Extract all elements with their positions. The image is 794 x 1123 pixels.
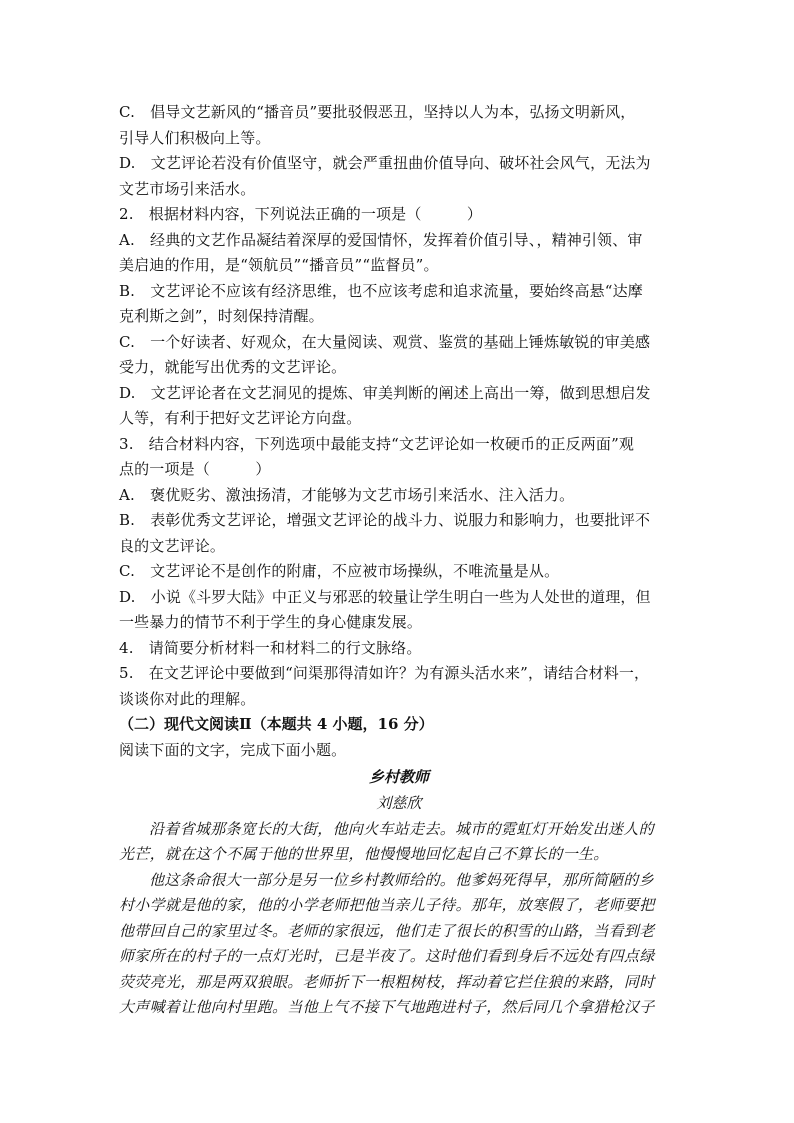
text-line: 美启迪的作用，是“领航员”“播音员”“监督员”。 <box>119 256 439 274</box>
section-heading: （二）现代文阅读Ⅱ（本题共 4 小题，16 分） <box>119 715 434 733</box>
option-b: B. 文艺评论不应该有经济思维，也不应该考虑和追求流量，要始终高悬“达摩 <box>119 282 643 300</box>
story-line: 大声喊着让他向村里跑。当他上气不接下气地跑进村子，然后同几个拿猎枪汉子 <box>119 998 655 1016</box>
text-line: C. 倡导文艺新风的“播音员”要批驳假恶丑，坚持以人为本，弘扬文明新风， <box>119 103 636 121</box>
question-3: 3. 结合材料内容，下列选项中最能支持“文艺评论如一枚硬币的正反两面”观 <box>119 435 635 453</box>
option-d: D. 文艺评论者在文艺洞见的提炼、审美判断的阐述上高出一筹，做到思想启发 <box>119 384 651 402</box>
question-5: 5. 在文艺评论中要做到“问渠那得清如许？为有源头活水来”，请结合材料一， <box>119 664 650 682</box>
instruction: 阅读下面的文字，完成下面小题。 <box>119 741 347 759</box>
option-a: A. 经典的文艺作品凝结着深厚的爱国情怀，发挥着价值引导、，精神引领、审 <box>119 231 643 249</box>
story-line: 他这条命很大一部分是另一位乡村教师给的。他爹妈死得早，那所简陋的乡 <box>149 871 654 889</box>
option-b: B. 表彰优秀文艺评论，增强文艺评论的战斗力、说服力和影响力，也要批评不 <box>119 511 651 529</box>
story-author: 刘慈欣 <box>376 794 422 812</box>
text-line: 良的文艺评论。 <box>119 537 226 555</box>
text-line: D. 文艺评论若没有价值坚守，就会严重扭曲价值导向、破坏社会风气，无法为 <box>119 154 651 172</box>
story-line: 荧荧亮光，那是两双狼眼。老师折下一根粗树枝，挥动着它拦住狼的来路，同时 <box>119 973 655 991</box>
question-2: 2. 根据材料内容，下列说法正确的一项是（ ） <box>119 205 483 223</box>
text-line: 人等，有利于把好文艺评论方向盘。 <box>119 409 362 427</box>
text-line: 克利斯之剑”，时刻保持清醒。 <box>119 307 324 325</box>
question-4: 4. 请简要分析材料一和材料二的行文脉络。 <box>119 639 422 657</box>
option-c: C. 一个好读者、好观众，在大量阅读、观赏、鉴赏的基础上锤炼敏锐的审美感 <box>119 333 651 351</box>
option-a: A. 褒优贬劣、激浊扬清，才能够为文艺市场引来活水、注入活力。 <box>119 486 575 504</box>
story-line: 沿着省城那条宽长的大街，他向火车站走去。城市的霓虹灯开始发出迷人的 <box>149 820 654 838</box>
story-title: 乡村教师 <box>368 768 429 786</box>
text-line: 受力，就能写出优秀的文艺评论。 <box>119 358 347 376</box>
text-line: 谈谈你对此的理解。 <box>119 690 256 708</box>
option-c: C. 文艺评论不是创作的附庸，不应被市场操纵，不唯流量是从。 <box>119 562 560 580</box>
story-line: 光芒，就在这个不属于他的世界里，他慢慢地回忆起自己不算长的一生。 <box>119 845 609 863</box>
story-line: 村小学就是他的家，他的小学老师把他当亲儿子待。那年，放寒假了，老师要把 <box>119 896 655 914</box>
option-d: D. 小说《斗罗大陆》中正义与邪恶的较量让学生明白一些为人处世的道理，但 <box>119 588 651 606</box>
text-line: 点的一项是（ ） <box>119 460 271 478</box>
text-line: 文艺市场引来活水。 <box>119 180 256 198</box>
story-line: 他带回自己的家里过冬。老师的家很远，他们走了很长的积雪的山路，当看到老 <box>119 922 655 940</box>
text-line: 一些暴力的情节不利于学生的身心健康发展。 <box>119 613 423 631</box>
text-line: 引导人们积极向上等。 <box>119 129 271 147</box>
story-line: 师家所在的村子的一点灯光时，已是半夜了。这时他们看到身后不远处有四点绿 <box>119 947 655 965</box>
